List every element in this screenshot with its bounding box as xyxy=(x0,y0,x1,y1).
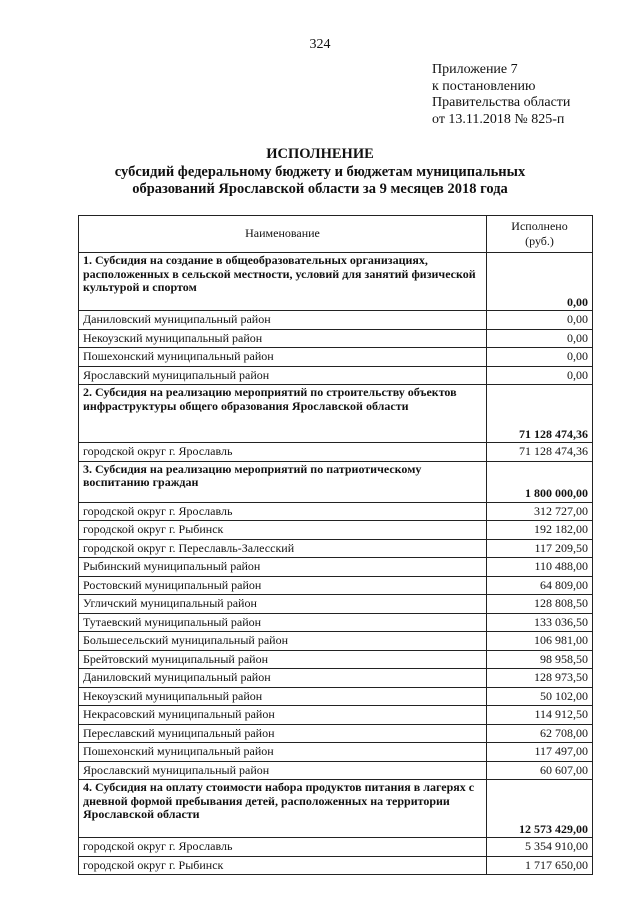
table-row xyxy=(79,366,593,385)
row-name: городской округ г. Ярославль xyxy=(79,502,487,521)
row-name: Даниловский муниципальный район xyxy=(79,669,487,688)
row-name: Угличский муниципальный район xyxy=(79,595,487,614)
row-value: 117 497,00 xyxy=(487,743,593,762)
title-line: ИСПОЛНЕНИЕ xyxy=(266,146,374,162)
table-header-row xyxy=(79,216,593,253)
row-value: 128 973,50 xyxy=(487,669,593,688)
table-row xyxy=(79,539,593,558)
header-value xyxy=(487,216,593,253)
row-name: 3. Субсидия на реализацию мероприятий по патриотическому воспитанию граждан xyxy=(79,461,487,502)
row-name: Большесельский муниципальный район xyxy=(79,632,487,651)
table-row xyxy=(79,348,593,367)
table-row xyxy=(79,650,593,669)
row-name: Ярославский муниципальный район xyxy=(79,761,487,780)
section-row xyxy=(79,780,593,838)
appendix-line: Правительства области xyxy=(432,95,571,110)
appendix-line: Приложение 7 xyxy=(432,62,518,77)
row-name: 1. Субсидия на создание в общеобразовательных организациях, расположенных в сельской местности, условий для занятий физической культурой и спортом xyxy=(79,253,487,311)
row-value: 0,00 xyxy=(487,311,593,330)
row-name: Переславский муниципальный район xyxy=(79,724,487,743)
row-name: Даниловский муниципальный район xyxy=(79,311,487,330)
section-row xyxy=(79,253,593,311)
row-name: городской округ г. Переславль-Залесский xyxy=(79,539,487,558)
row-value: 71 128 474,36 xyxy=(487,443,593,462)
row-name: Пошехонский муниципальный район xyxy=(79,348,487,367)
row-value: 192 182,00 xyxy=(487,521,593,540)
table-row xyxy=(79,595,593,614)
row-name: 4. Субсидия на оплату стоимости набора продуктов питания в лагерях с дневной формой пребывания детей, расположенных на территории Ярославской области xyxy=(79,780,487,838)
document-title xyxy=(0,146,640,199)
row-value: 106 981,00 xyxy=(487,632,593,651)
row-name: Пошехонский муниципальный район xyxy=(79,743,487,762)
row-value: 133 036,50 xyxy=(487,613,593,632)
appendix-line: от 13.11.2018 № 825-п xyxy=(432,111,565,127)
subsidy-table xyxy=(78,215,593,875)
table-row xyxy=(79,669,593,688)
table-row xyxy=(79,521,593,540)
row-value: 117 209,50 xyxy=(487,539,593,558)
row-value: 5 354 910,00 xyxy=(487,838,593,857)
row-value: 0,00 xyxy=(487,329,593,348)
row-name: городской округ г. Ярославль xyxy=(79,838,487,857)
appendix-note xyxy=(432,62,570,128)
table-row xyxy=(79,724,593,743)
row-value: 1 717 650,00 xyxy=(487,856,593,875)
header-value-line: (руб.) xyxy=(525,234,554,248)
row-value: 12 573 429,00 xyxy=(487,780,593,838)
table-row xyxy=(79,311,593,330)
row-value: 62 708,00 xyxy=(487,724,593,743)
table-row xyxy=(79,632,593,651)
row-name: 2. Субсидия на реализацию мероприятий по строительству объектов инфраструктуры общего образования Ярославской области xyxy=(79,385,487,443)
section-row xyxy=(79,385,593,443)
row-name: городской округ г. Рыбинск xyxy=(79,521,487,540)
table-row xyxy=(79,687,593,706)
table-row xyxy=(79,558,593,577)
row-value: 110 488,00 xyxy=(487,558,593,577)
page-number: 324 xyxy=(309,37,331,52)
row-value: 98 958,50 xyxy=(487,650,593,669)
title-line: образований Ярославской области за 9 месяцев 2018 года xyxy=(132,181,508,197)
row-value: 71 128 474,36 xyxy=(487,385,593,443)
row-name: Брейтовский муниципальный район xyxy=(79,650,487,669)
table-row xyxy=(79,838,593,857)
row-value: 0,00 xyxy=(487,253,593,311)
row-name: Некоузский муниципальный район xyxy=(79,329,487,348)
row-value: 128 808,50 xyxy=(487,595,593,614)
row-name: Ярославский муниципальный район xyxy=(79,366,487,385)
table-row xyxy=(79,443,593,462)
row-name: городской округ г. Рыбинск xyxy=(79,856,487,875)
row-name: Некоузский муниципальный район xyxy=(79,687,487,706)
header-value-line: Исполнено xyxy=(511,219,568,233)
table-row xyxy=(79,706,593,725)
row-name: Некрасовский муниципальный район xyxy=(79,706,487,725)
row-name: Рыбинский муниципальный район xyxy=(79,558,487,577)
appendix-line: к постановлению xyxy=(432,78,536,94)
table-row xyxy=(79,743,593,762)
row-value: 312 727,00 xyxy=(487,502,593,521)
row-name: Ростовский муниципальный район xyxy=(79,576,487,595)
row-name: Тутаевский муниципальный район xyxy=(79,613,487,632)
row-value: 0,00 xyxy=(487,366,593,385)
row-value: 64 809,00 xyxy=(487,576,593,595)
row-value: 114 912,50 xyxy=(487,706,593,725)
table-row xyxy=(79,502,593,521)
row-value: 50 102,00 xyxy=(487,687,593,706)
table-row xyxy=(79,761,593,780)
table-row xyxy=(79,576,593,595)
table-row xyxy=(79,613,593,632)
header-name: Наименование xyxy=(79,216,487,253)
row-value: 60 607,00 xyxy=(487,761,593,780)
table-row xyxy=(79,329,593,348)
table-row xyxy=(79,856,593,875)
title-line: субсидий федеральному бюджету и бюджетам муниципальных xyxy=(114,163,526,180)
row-value: 1 800 000,00 xyxy=(487,461,593,502)
row-value: 0,00 xyxy=(487,348,593,367)
row-name: городской округ г. Ярославль xyxy=(79,443,487,462)
section-row xyxy=(79,461,593,502)
